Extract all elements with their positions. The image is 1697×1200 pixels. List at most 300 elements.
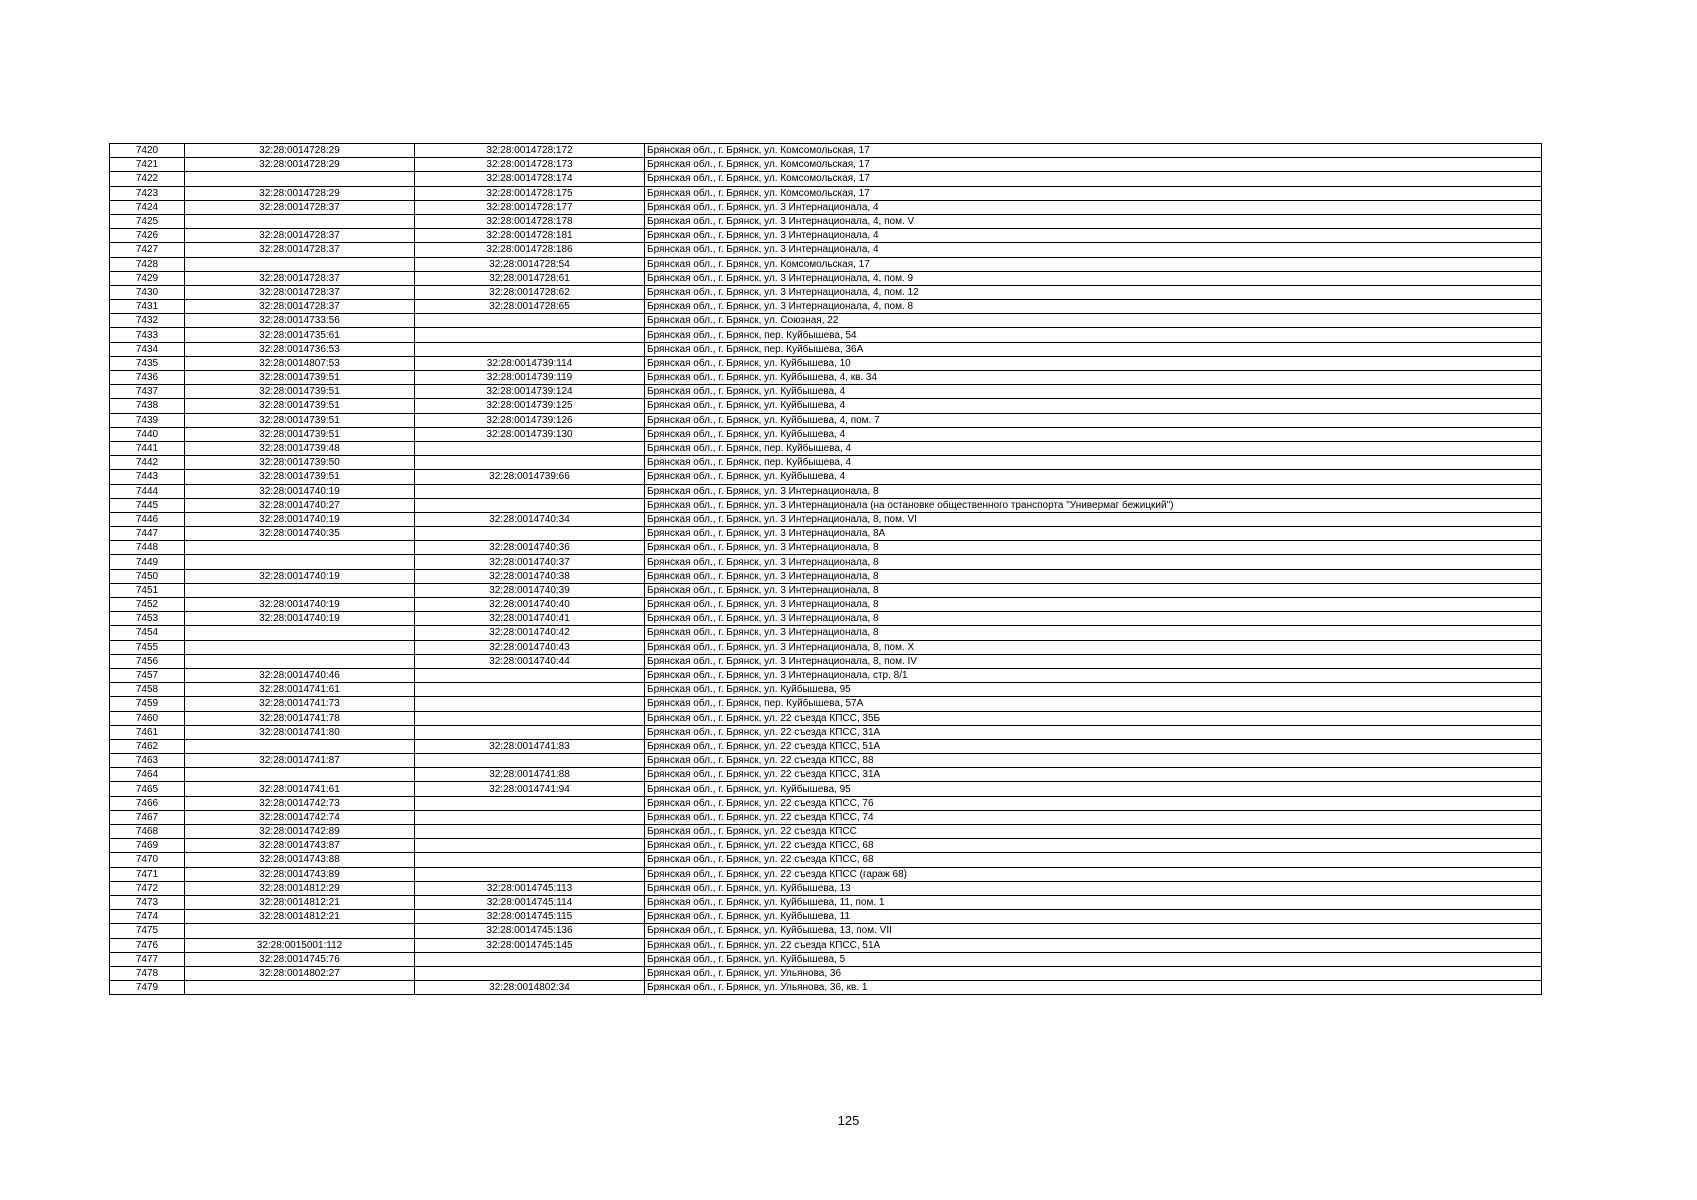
address-cell: Брянская обл., г. Брянск, ул. 3 Интернационала, 8 [645, 626, 1542, 640]
object-cadastral-number-cell: 32:28:0014745:113 [415, 881, 645, 895]
row-number-cell: 7439 [110, 413, 185, 427]
land-cadastral-number-cell: 32:28:0014807:53 [185, 356, 415, 370]
row-number-cell: 7470 [110, 853, 185, 867]
address-cell: Брянская обл., г. Брянск, ул. 22 съезда КПСС, 31А [645, 725, 1542, 739]
table-row [110, 300, 1542, 314]
row-number-cell: 7431 [110, 300, 185, 314]
land-cadastral-number-cell: 32:28:0014739:51 [185, 427, 415, 441]
object-cadastral-number-cell [415, 484, 645, 498]
address-cell: Брянская обл., г. Брянск, ул. 22 съезда КПСС, 88 [645, 754, 1542, 768]
table-row [110, 385, 1542, 399]
address-cell: Брянская обл., г. Брянск, ул. 3 Интернационала, 4, пом. V [645, 214, 1542, 228]
address-cell: Брянская обл., г. Брянск, ул. Куйбышева, 4 [645, 427, 1542, 441]
row-number-cell: 7445 [110, 498, 185, 512]
row-number-cell: 7452 [110, 598, 185, 612]
table-row [110, 158, 1542, 172]
land-cadastral-number-cell: 32:28:0014740:19 [185, 598, 415, 612]
address-cell: Брянская обл., г. Брянск, ул. 3 Интернационала, 8, пом. IV [645, 654, 1542, 668]
row-number-cell: 7450 [110, 569, 185, 583]
object-cadastral-number-cell: 32:28:0014728:54 [415, 257, 645, 271]
land-cadastral-number-cell [185, 214, 415, 228]
land-cadastral-number-cell [185, 981, 415, 995]
row-number-cell: 7436 [110, 371, 185, 385]
table-row [110, 966, 1542, 980]
land-cadastral-number-cell: 32:28:0014741:80 [185, 725, 415, 739]
object-cadastral-number-cell [415, 966, 645, 980]
row-number-cell: 7432 [110, 314, 185, 328]
address-cell: Брянская обл., г. Брянск, ул. 3 Интернационала, 8 [645, 583, 1542, 597]
land-cadastral-number-cell: 32:28:0014728:37 [185, 300, 415, 314]
row-number-cell: 7425 [110, 214, 185, 228]
object-cadastral-number-cell: 32:28:0014740:36 [415, 541, 645, 555]
land-cadastral-number-cell: 32:28:0014736:53 [185, 342, 415, 356]
row-number-cell: 7446 [110, 512, 185, 526]
address-cell: Брянская обл., г. Брянск, ул. Куйбышева, 4, кв. 34 [645, 371, 1542, 385]
address-cell: Брянская обл., г. Брянск, ул. 22 съезда КПСС, 74 [645, 810, 1542, 824]
object-cadastral-number-cell [415, 754, 645, 768]
land-cadastral-number-cell: 32:28:0014740:19 [185, 484, 415, 498]
object-cadastral-number-cell: 32:28:0014739:130 [415, 427, 645, 441]
table-row [110, 314, 1542, 328]
table-row [110, 867, 1542, 881]
address-cell: Брянская обл., г. Брянск, пер. Куйбышева, 57А [645, 697, 1542, 711]
object-cadastral-number-cell: 32:28:0014728:178 [415, 214, 645, 228]
land-cadastral-number-cell: 32:28:0014728:29 [185, 158, 415, 172]
table-row [110, 612, 1542, 626]
object-cadastral-number-cell: 32:28:0014739:125 [415, 399, 645, 413]
land-cadastral-number-cell: 32:28:0014745:76 [185, 952, 415, 966]
table-row [110, 371, 1542, 385]
table-row [110, 356, 1542, 370]
table-row [110, 342, 1542, 356]
address-cell: Брянская обл., г. Брянск, ул. Куйбышева, 4 [645, 385, 1542, 399]
land-cadastral-number-cell: 32:28:0014741:61 [185, 683, 415, 697]
land-cadastral-number-cell: 32:28:0014739:50 [185, 456, 415, 470]
address-cell: Брянская обл., г. Брянск, ул. 3 Интернационала, 8 [645, 598, 1542, 612]
table-row [110, 739, 1542, 753]
row-number-cell: 7453 [110, 612, 185, 626]
object-cadastral-number-cell: 32:28:0014739:66 [415, 470, 645, 484]
object-cadastral-number-cell [415, 867, 645, 881]
land-cadastral-number-cell: 32:28:0014741:78 [185, 711, 415, 725]
address-cell: Брянская обл., г. Брянск, ул. Куйбышева, 11 [645, 910, 1542, 924]
address-cell: Брянская обл., г. Брянск, ул. 3 Интернационала, 4, пом. 12 [645, 285, 1542, 299]
land-cadastral-number-cell: 32:28:0014742:73 [185, 796, 415, 810]
table-row [110, 810, 1542, 824]
table-row [110, 910, 1542, 924]
object-cadastral-number-cell: 32:28:0014740:39 [415, 583, 645, 597]
address-cell: Брянская обл., г. Брянск, ул. Комсомольская, 17 [645, 144, 1542, 158]
table-row [110, 654, 1542, 668]
table-row [110, 285, 1542, 299]
address-cell: Брянская обл., г. Брянск, ул. 22 съезда КПСС [645, 825, 1542, 839]
address-cell: Брянская обл., г. Брянск, ул. Куйбышева, 4 [645, 470, 1542, 484]
row-number-cell: 7460 [110, 711, 185, 725]
land-cadastral-number-cell: 32:28:0014728:37 [185, 229, 415, 243]
table-row [110, 924, 1542, 938]
object-cadastral-number-cell [415, 441, 645, 455]
land-cadastral-number-cell: 32:28:0014728:29 [185, 144, 415, 158]
address-cell: Брянская обл., г. Брянск, ул. 3 Интернационала (на остановке общественного транспорта "Универмаг бежицкий") [645, 498, 1542, 512]
address-cell: Брянская обл., г. Брянск, ул. 22 съезда КПСС, 68 [645, 839, 1542, 853]
object-cadastral-number-cell [415, 314, 645, 328]
table-row [110, 214, 1542, 228]
row-number-cell: 7451 [110, 583, 185, 597]
row-number-cell: 7463 [110, 754, 185, 768]
address-cell: Брянская обл., г. Брянск, ул. 3 Интернационала, 4 [645, 200, 1542, 214]
land-cadastral-number-cell: 32:28:0014802:27 [185, 966, 415, 980]
object-cadastral-number-cell: 32:28:0014728:177 [415, 200, 645, 214]
table-row [110, 527, 1542, 541]
row-number-cell: 7474 [110, 910, 185, 924]
object-cadastral-number-cell [415, 683, 645, 697]
table-row [110, 952, 1542, 966]
row-number-cell: 7422 [110, 172, 185, 186]
table-row [110, 541, 1542, 555]
address-cell: Брянская обл., г. Брянск, ул. Комсомольская, 17 [645, 186, 1542, 200]
land-cadastral-number-cell: 32:28:0014743:89 [185, 867, 415, 881]
object-cadastral-number-cell [415, 456, 645, 470]
object-cadastral-number-cell: 32:28:0014745:145 [415, 938, 645, 952]
address-cell: Брянская обл., г. Брянск, пер. Куйбышева, 4 [645, 456, 1542, 470]
table-row [110, 229, 1542, 243]
land-cadastral-number-cell [185, 583, 415, 597]
address-cell: Брянская обл., г. Брянск, ул. Куйбышева, 4 [645, 399, 1542, 413]
table-row [110, 754, 1542, 768]
address-cell: Брянская обл., г. Брянск, пер. Куйбышева, 54 [645, 328, 1542, 342]
table-row [110, 683, 1542, 697]
object-cadastral-number-cell [415, 527, 645, 541]
table-row [110, 981, 1542, 995]
address-cell: Брянская обл., г. Брянск, ул. Комсомольская, 17 [645, 158, 1542, 172]
table-row [110, 569, 1542, 583]
object-cadastral-number-cell: 32:28:0014745:115 [415, 910, 645, 924]
land-cadastral-number-cell [185, 541, 415, 555]
table-row [110, 626, 1542, 640]
row-number-cell: 7437 [110, 385, 185, 399]
address-cell: Брянская обл., г. Брянск, ул. 3 Интернационала, 8 [645, 541, 1542, 555]
object-cadastral-number-cell: 32:28:0014740:34 [415, 512, 645, 526]
land-cadastral-number-cell [185, 172, 415, 186]
object-cadastral-number-cell [415, 839, 645, 853]
table-row [110, 498, 1542, 512]
table-row [110, 484, 1542, 498]
table-row [110, 328, 1542, 342]
address-cell: Брянская обл., г. Брянск, ул. Куйбышева, 4, пом. 7 [645, 413, 1542, 427]
address-cell: Брянская обл., г. Брянск, пер. Куйбышева, 36А [645, 342, 1542, 356]
address-cell: Брянская обл., г. Брянск, ул. 3 Интернационала, 4 [645, 229, 1542, 243]
object-cadastral-number-cell: 32:28:0014739:114 [415, 356, 645, 370]
object-cadastral-number-cell [415, 498, 645, 512]
object-cadastral-number-cell: 32:28:0014728:174 [415, 172, 645, 186]
object-cadastral-number-cell [415, 810, 645, 824]
table-row [110, 725, 1542, 739]
table-row [110, 640, 1542, 654]
table-row [110, 598, 1542, 612]
row-number-cell: 7444 [110, 484, 185, 498]
address-cell: Брянская обл., г. Брянск, ул. 22 съезда КПСС, 51А [645, 739, 1542, 753]
object-cadastral-number-cell: 32:28:0014745:136 [415, 924, 645, 938]
table-body [110, 144, 1542, 995]
object-cadastral-number-cell: 32:28:0014728:175 [415, 186, 645, 200]
table-row [110, 243, 1542, 257]
object-cadastral-number-cell: 32:28:0014728:62 [415, 285, 645, 299]
object-cadastral-number-cell: 32:28:0014739:124 [415, 385, 645, 399]
address-cell: Брянская обл., г. Брянск, ул. 3 Интернационала, 8 [645, 484, 1542, 498]
table-row [110, 697, 1542, 711]
land-cadastral-number-cell: 32:28:0014728:37 [185, 200, 415, 214]
table-row [110, 853, 1542, 867]
land-cadastral-number-cell: 32:28:0014733:56 [185, 314, 415, 328]
row-number-cell: 7461 [110, 725, 185, 739]
address-cell: Брянская обл., г. Брянск, ул. Куйбышева, 11, пом. 1 [645, 895, 1542, 909]
land-cadastral-number-cell: 32:28:0014812:21 [185, 910, 415, 924]
row-number-cell: 7440 [110, 427, 185, 441]
land-cadastral-number-cell [185, 768, 415, 782]
row-number-cell: 7466 [110, 796, 185, 810]
object-cadastral-number-cell [415, 697, 645, 711]
address-cell: Брянская обл., г. Брянск, ул. 3 Интернационала, 8А [645, 527, 1542, 541]
address-cell: Брянская обл., г. Брянск, ул. Куйбышева, 5 [645, 952, 1542, 966]
row-number-cell: 7441 [110, 441, 185, 455]
table-row [110, 456, 1542, 470]
land-cadastral-number-cell [185, 640, 415, 654]
row-number-cell: 7443 [110, 470, 185, 484]
row-number-cell: 7471 [110, 867, 185, 881]
row-number-cell: 7469 [110, 839, 185, 853]
page-number: 125 [837, 1113, 860, 1128]
land-cadastral-number-cell: 32:28:0014812:21 [185, 895, 415, 909]
land-cadastral-number-cell: 32:28:0014739:48 [185, 441, 415, 455]
row-number-cell: 7428 [110, 257, 185, 271]
table-row [110, 144, 1542, 158]
object-cadastral-number-cell: 32:28:0014740:41 [415, 612, 645, 626]
address-cell: Брянская обл., г. Брянск, ул. Комсомольская, 17 [645, 172, 1542, 186]
land-cadastral-number-cell: 32:28:0014742:89 [185, 825, 415, 839]
address-cell: Брянская обл., г. Брянск, ул. Ульянова, 36, кв. 1 [645, 981, 1542, 995]
row-number-cell: 7455 [110, 640, 185, 654]
row-number-cell: 7475 [110, 924, 185, 938]
land-cadastral-number-cell: 32:28:0015001:112 [185, 938, 415, 952]
row-number-cell: 7421 [110, 158, 185, 172]
table-row [110, 200, 1542, 214]
row-number-cell: 7462 [110, 739, 185, 753]
object-cadastral-number-cell: 32:28:0014728:181 [415, 229, 645, 243]
object-cadastral-number-cell: 32:28:0014728:61 [415, 271, 645, 285]
land-cadastral-number-cell: 32:28:0014740:35 [185, 527, 415, 541]
land-cadastral-number-cell: 32:28:0014742:74 [185, 810, 415, 824]
table-row [110, 271, 1542, 285]
object-cadastral-number-cell: 32:28:0014740:42 [415, 626, 645, 640]
object-cadastral-number-cell: 32:28:0014728:65 [415, 300, 645, 314]
table-row [110, 257, 1542, 271]
row-number-cell: 7464 [110, 768, 185, 782]
table-row [110, 172, 1542, 186]
table-row [110, 399, 1542, 413]
land-cadastral-number-cell: 32:28:0014739:51 [185, 385, 415, 399]
address-cell: Брянская обл., г. Брянск, ул. Куйбышева, 13 [645, 881, 1542, 895]
row-number-cell: 7457 [110, 668, 185, 682]
address-cell: Брянская обл., г. Брянск, ул. Куйбышева, 95 [645, 683, 1542, 697]
table-row [110, 441, 1542, 455]
row-number-cell: 7442 [110, 456, 185, 470]
row-number-cell: 7424 [110, 200, 185, 214]
row-number-cell: 7477 [110, 952, 185, 966]
row-number-cell: 7476 [110, 938, 185, 952]
row-number-cell: 7467 [110, 810, 185, 824]
row-number-cell: 7459 [110, 697, 185, 711]
table-row [110, 583, 1542, 597]
land-cadastral-number-cell: 32:28:0014740:46 [185, 668, 415, 682]
object-cadastral-number-cell: 32:28:0014740:38 [415, 569, 645, 583]
address-cell: Брянская обл., г. Брянск, ул. 3 Интернационала, 8 [645, 612, 1542, 626]
object-cadastral-number-cell [415, 328, 645, 342]
row-number-cell: 7458 [110, 683, 185, 697]
address-cell: Брянская обл., г. Брянск, ул. 3 Интернационала, 8 [645, 555, 1542, 569]
land-cadastral-number-cell [185, 924, 415, 938]
object-cadastral-number-cell [415, 711, 645, 725]
object-cadastral-number-cell [415, 952, 645, 966]
table-row [110, 796, 1542, 810]
land-cadastral-number-cell: 32:28:0014728:37 [185, 285, 415, 299]
land-cadastral-number-cell [185, 257, 415, 271]
address-cell: Брянская обл., г. Брянск, ул. 22 съезда КПСС, 76 [645, 796, 1542, 810]
row-number-cell: 7420 [110, 144, 185, 158]
address-cell: Брянская обл., г. Брянск, ул. Ульянова, 36 [645, 966, 1542, 980]
object-cadastral-number-cell [415, 853, 645, 867]
land-cadastral-number-cell: 32:28:0014739:51 [185, 371, 415, 385]
table-row [110, 470, 1542, 484]
row-number-cell: 7473 [110, 895, 185, 909]
object-cadastral-number-cell: 32:28:0014739:119 [415, 371, 645, 385]
row-number-cell: 7456 [110, 654, 185, 668]
object-cadastral-number-cell: 32:28:0014740:43 [415, 640, 645, 654]
land-cadastral-number-cell: 32:28:0014743:88 [185, 853, 415, 867]
land-cadastral-number-cell: 32:28:0014812:29 [185, 881, 415, 895]
land-cadastral-number-cell: 32:28:0014740:19 [185, 512, 415, 526]
object-cadastral-number-cell [415, 668, 645, 682]
table-row [110, 555, 1542, 569]
land-cadastral-number-cell: 32:28:0014728:37 [185, 271, 415, 285]
address-cell: Брянская обл., г. Брянск, ул. Куйбышева, 10 [645, 356, 1542, 370]
object-cadastral-number-cell: 32:28:0014745:114 [415, 895, 645, 909]
object-cadastral-number-cell: 32:28:0014740:37 [415, 555, 645, 569]
table-row [110, 711, 1542, 725]
row-number-cell: 7438 [110, 399, 185, 413]
object-cadastral-number-cell: 32:28:0014802:34 [415, 981, 645, 995]
address-cell: Брянская обл., г. Брянск, ул. Союзная, 22 [645, 314, 1542, 328]
address-cell: Брянская обл., г. Брянск, ул. 3 Интернационала, 4 [645, 243, 1542, 257]
object-cadastral-number-cell: 32:28:0014728:173 [415, 158, 645, 172]
land-cadastral-number-cell: 32:28:0014743:87 [185, 839, 415, 853]
object-cadastral-number-cell: 32:28:0014739:126 [415, 413, 645, 427]
table-row [110, 825, 1542, 839]
land-cadastral-number-cell [185, 626, 415, 640]
address-cell: Брянская обл., г. Брянск, ул. 22 съезда КПСС, 51А [645, 938, 1542, 952]
object-cadastral-number-cell [415, 825, 645, 839]
land-cadastral-number-cell: 32:28:0014741:61 [185, 782, 415, 796]
row-number-cell: 7468 [110, 825, 185, 839]
land-cadastral-number-cell: 32:28:0014741:73 [185, 697, 415, 711]
data-table [109, 143, 1542, 995]
row-number-cell: 7465 [110, 782, 185, 796]
row-number-cell: 7423 [110, 186, 185, 200]
land-cadastral-number-cell: 32:28:0014728:29 [185, 186, 415, 200]
address-cell: Брянская обл., г. Брянск, ул. Куйбышева, 13, пом. VII [645, 924, 1542, 938]
table-row [110, 938, 1542, 952]
table-row [110, 782, 1542, 796]
address-cell: Брянская обл., г. Брянск, ул. 3 Интернационала, 4, пом. 8 [645, 300, 1542, 314]
table-row [110, 881, 1542, 895]
table-row [110, 668, 1542, 682]
address-cell: Брянская обл., г. Брянск, ул. Куйбышева, 95 [645, 782, 1542, 796]
table-row [110, 895, 1542, 909]
object-cadastral-number-cell: 32:28:0014740:44 [415, 654, 645, 668]
table-row [110, 186, 1542, 200]
row-number-cell: 7427 [110, 243, 185, 257]
row-number-cell: 7433 [110, 328, 185, 342]
land-cadastral-number-cell: 32:28:0014735:61 [185, 328, 415, 342]
address-cell: Брянская обл., г. Брянск, пер. Куйбышева, 4 [645, 441, 1542, 455]
land-cadastral-number-cell [185, 555, 415, 569]
land-cadastral-number-cell: 32:28:0014739:51 [185, 413, 415, 427]
object-cadastral-number-cell: 32:28:0014741:83 [415, 739, 645, 753]
object-cadastral-number-cell [415, 725, 645, 739]
object-cadastral-number-cell: 32:28:0014740:40 [415, 598, 645, 612]
address-cell: Брянская обл., г. Брянск, ул. 22 съезда КПСС, 31А [645, 768, 1542, 782]
row-number-cell: 7449 [110, 555, 185, 569]
object-cadastral-number-cell [415, 796, 645, 810]
land-cadastral-number-cell: 32:28:0014740:19 [185, 569, 415, 583]
table-row [110, 413, 1542, 427]
address-cell: Брянская обл., г. Брянск, ул. 3 Интернационала, 8, пом. X [645, 640, 1542, 654]
row-number-cell: 7434 [110, 342, 185, 356]
address-cell: Брянская обл., г. Брянск, ул. 22 съезда КПСС, 68 [645, 853, 1542, 867]
row-number-cell: 7430 [110, 285, 185, 299]
address-cell: Брянская обл., г. Брянск, ул. 22 съезда КПСС (гараж 68) [645, 867, 1542, 881]
land-cadastral-number-cell [185, 739, 415, 753]
object-cadastral-number-cell: 32:28:0014728:172 [415, 144, 645, 158]
table-row [110, 512, 1542, 526]
table-row [110, 427, 1542, 441]
row-number-cell: 7479 [110, 981, 185, 995]
table-row [110, 839, 1542, 853]
address-cell: Брянская обл., г. Брянск, ул. 3 Интернационала, 8 [645, 569, 1542, 583]
object-cadastral-number-cell [415, 342, 645, 356]
address-cell: Брянская обл., г. Брянск, ул. 3 Интернационала, 4, пом. 9 [645, 271, 1542, 285]
land-cadastral-number-cell: 32:28:0014741:87 [185, 754, 415, 768]
address-cell: Брянская обл., г. Брянск, ул. Комсомольская, 17 [645, 257, 1542, 271]
object-cadastral-number-cell: 32:28:0014741:94 [415, 782, 645, 796]
land-cadastral-number-cell: 32:28:0014740:19 [185, 612, 415, 626]
row-number-cell: 7448 [110, 541, 185, 555]
row-number-cell: 7435 [110, 356, 185, 370]
land-cadastral-number-cell: 32:28:0014728:37 [185, 243, 415, 257]
address-cell: Брянская обл., г. Брянск, ул. 3 Интернационала, стр. 8/1 [645, 668, 1542, 682]
row-number-cell: 7426 [110, 229, 185, 243]
land-cadastral-number-cell: 32:28:0014739:51 [185, 399, 415, 413]
row-number-cell: 7454 [110, 626, 185, 640]
land-cadastral-number-cell [185, 654, 415, 668]
land-cadastral-number-cell: 32:28:0014739:51 [185, 470, 415, 484]
row-number-cell: 7447 [110, 527, 185, 541]
row-number-cell: 7472 [110, 881, 185, 895]
land-cadastral-number-cell: 32:28:0014740:27 [185, 498, 415, 512]
object-cadastral-number-cell: 32:28:0014741:88 [415, 768, 645, 782]
address-cell: Брянская обл., г. Брянск, ул. 22 съезда КПСС, 35Б [645, 711, 1542, 725]
row-number-cell: 7478 [110, 966, 185, 980]
table-row [110, 768, 1542, 782]
